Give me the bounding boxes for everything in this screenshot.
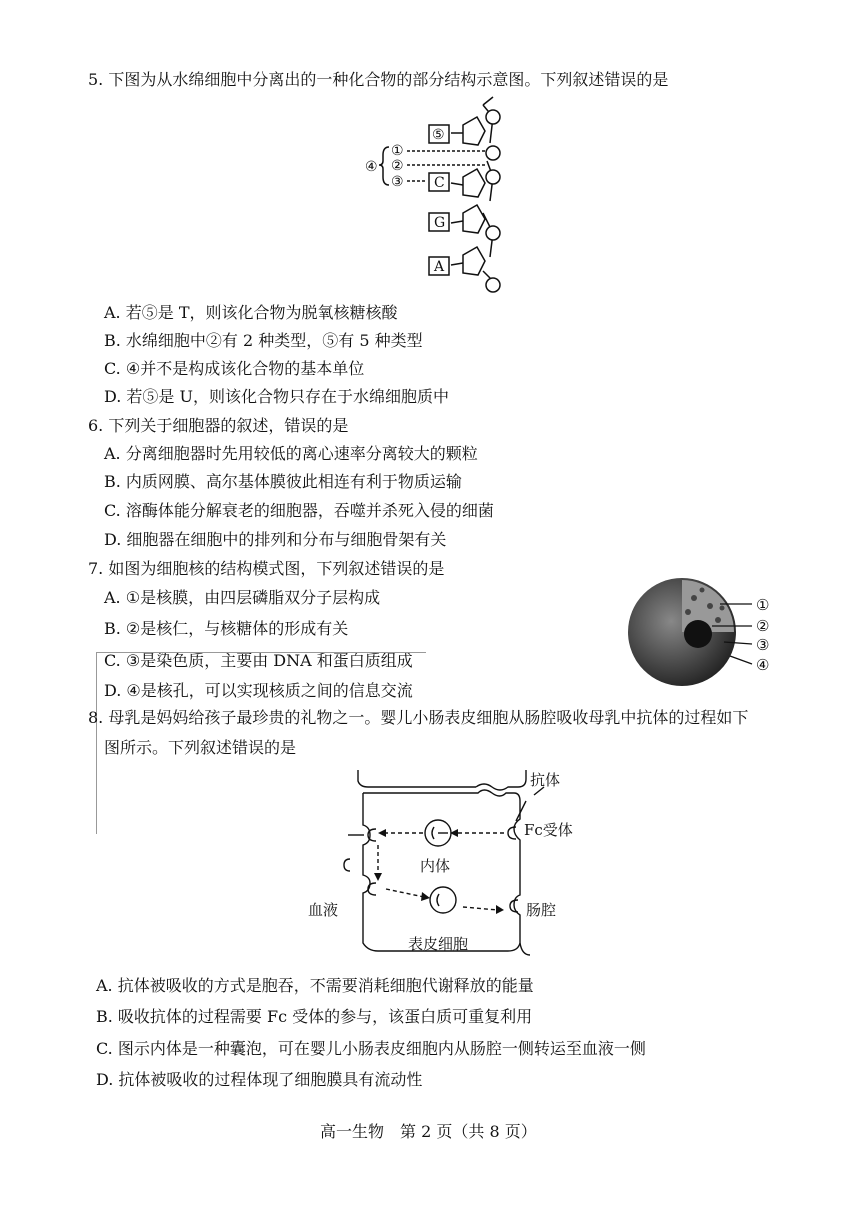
q6-option-a: A. 分离细胞器时先用较低的离心速率分离较大的颗粒 [104, 444, 478, 463]
q5-option-a: A. 若⑤是 T，则该化合物为脱氧核糖核酸 [104, 303, 398, 322]
label-3: ③ [391, 174, 404, 190]
q7-option-d: D. ④是核孔，可以实现核质之间的信息交流 [104, 681, 413, 700]
q7-option-c: C. ③是染色质，主要由 DNA 和蛋白质组成 [104, 651, 413, 670]
dna-strand-diagram [365, 95, 535, 295]
q6-stem: 6. 下列关于细胞器的叙述，错误的是 [88, 416, 349, 435]
label-1: ① [391, 143, 404, 159]
base-g: G [434, 215, 446, 231]
q8-option-d: D. 抗体被吸收的过程体现了细胞膜具有流动性 [96, 1070, 423, 1089]
q7-stem: 7. 如图为细胞核的结构模式图，下列叙述错误的是 [88, 559, 445, 578]
q8-stem-line2: 图所示。下列叙述错误的是 [104, 738, 297, 757]
q6-option-c: C. 溶酶体能分解衰老的细胞器，吞噬并杀死入侵的细菌 [104, 501, 494, 520]
label-4: ④ [365, 159, 378, 175]
q5-option-c: C. ④并不是构成该化合物的基本单位 [104, 359, 365, 378]
page-footer: 高一生物 第 2 页（共 8 页） [320, 1122, 537, 1141]
label-fc-receptor: Fc受体 [524, 821, 573, 839]
q6-option-b: B. 内质网膜、高尔基体膜彼此相连有利于物质运输 [104, 472, 462, 491]
q8-option-c: C. 图示内体是一种囊泡，可在婴儿小肠表皮细胞内从肠腔一侧转运至血液一侧 [96, 1039, 646, 1058]
q5-option-d: D. 若⑤是 U，则该化合物只存在于水绵细胞质中 [104, 387, 450, 406]
label-endosome: 内体 [420, 857, 451, 875]
scan-frame [96, 652, 97, 834]
q6-option-d: D. 细胞器在细胞中的排列和分布与细胞骨架有关 [104, 530, 447, 549]
q5-option-b: B. 水绵细胞中②有 2 种类型，⑤有 5 种类型 [104, 331, 423, 350]
label-antibody: 抗体 [530, 771, 561, 789]
q8-option-a: A. 抗体被吸收的方式是胞吞，不需要消耗细胞代谢释放的能量 [96, 976, 534, 995]
label-2: ② [391, 158, 404, 174]
nucleus-label-4: ④ [756, 656, 770, 674]
q5-stem: 5. 下图为从水绵细胞中分离出的一种化合物的部分结构示意图。下列叙述错误的是 [88, 70, 669, 89]
scan-frame [96, 652, 426, 653]
q8-stem-line1: 8. 母乳是妈妈给孩子最珍贵的礼物之一。婴儿小肠表皮细胞从肠腔吸收母乳中抗体的过程如下 [88, 708, 749, 727]
base-c: C [434, 175, 445, 191]
base-a: A [434, 259, 445, 275]
nucleus-diagram [622, 560, 802, 690]
q7-option-b: B. ②是核仁，与核糖体的形成有关 [104, 619, 349, 638]
nucleus-label-1: ① [756, 596, 770, 614]
label-blood: 血液 [308, 901, 339, 919]
label-lumen: 肠腔 [526, 901, 557, 919]
antibody-absorption-diagram [308, 765, 608, 965]
nucleus-label-3: ③ [756, 636, 770, 654]
q7-option-a: A. ①是核膜，由四层磷脂双分子层构成 [104, 588, 381, 607]
q8-option-b: B. 吸收抗体的过程需要 Fc 受体的参与，该蛋白质可重复利用 [96, 1007, 533, 1026]
label-epithelial-cell: 表皮细胞 [408, 935, 469, 953]
label-5: ⑤ [432, 127, 445, 143]
nucleus-label-2: ② [756, 617, 770, 635]
